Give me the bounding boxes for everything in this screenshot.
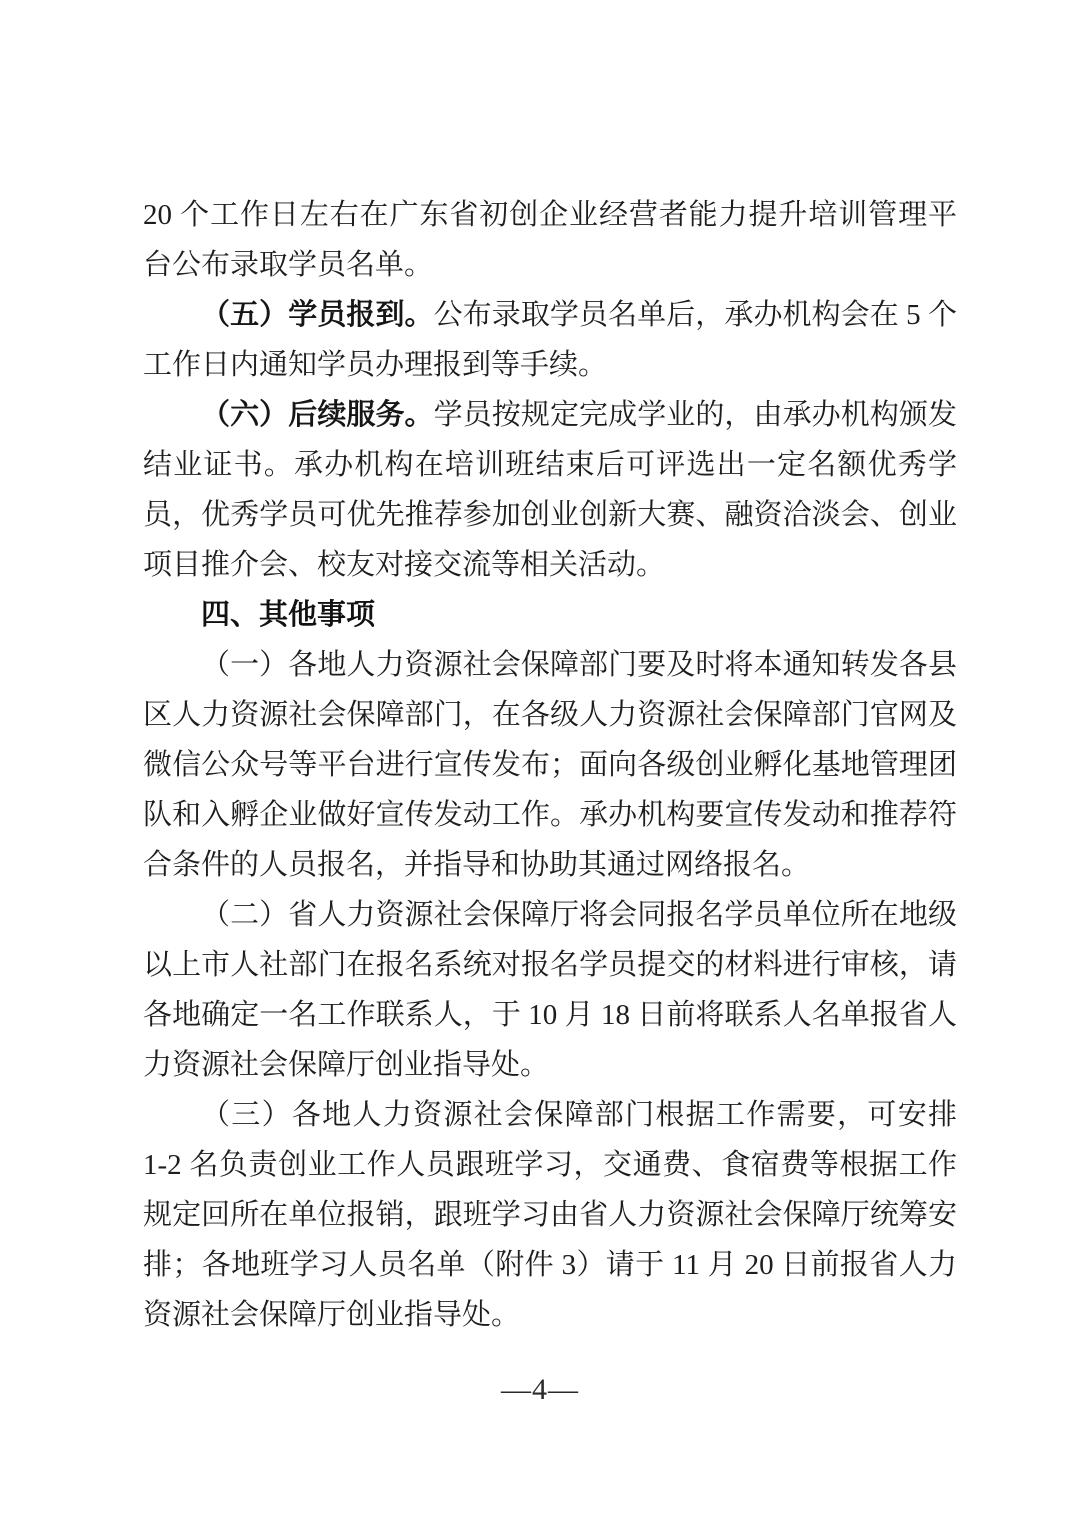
text-run: 20 个工作日左右在广东省初创企业经营者能力提升培训管理平台公布录取学员名单。 (143, 199, 957, 281)
text-run-bold: 四、其他事项 (201, 599, 376, 631)
page-footer (0, 1368, 1080, 1417)
text-run: 公布录取学员名单后，承办机构会在 5 个工作日内通知学员办理报到等手续。 (143, 299, 957, 381)
paragraph (143, 290, 957, 390)
page-number: —4— (501, 1373, 579, 1406)
paragraph (143, 640, 957, 890)
paragraph (143, 1090, 957, 1340)
paragraph (143, 890, 957, 1090)
paragraph (143, 190, 957, 290)
section-heading (143, 590, 957, 640)
text-run: （一）各地人力资源社会保障部门要及时将本通知转发各县区人力资源社会保障部门，在各级人力资源社会保障部门官网及微信公众号等平台进行宣传发布；面向各级创业孵化基地管理团队和入孵企业做好宣传发动工作。承办机构要宣传发动和推荐符合条件的人员报名，并指导和协助其通过网络报名。 (143, 649, 957, 881)
text-run: （二）省人力资源社会保障厅将会同报名学员单位所在地级以上市人社部门在报名系统对报名学员提交的材料进行审核，请各地确定一名工作联系人，于 10 月 18 日前将联系人名单报省人力资源社会保障厅创业指导处。 (143, 899, 957, 1081)
text-run: 学员按规定完成学业的，由承办机构颁发结业证书。承办机构在培训班结束后可评选出一定名额优秀学员，优秀学员可优先推荐参加创业创新大赛、融资洽淡会、创业项目推介会、校友对接交流等相关活动。 (143, 399, 957, 581)
text-run-bold: （五）学员报到。 (201, 299, 434, 331)
text-run-bold: （六）后续服务。 (201, 399, 434, 431)
text-run: （三）各地人力资源社会保障部门根据工作需要，可安排 1-2 名负责创业工作人员跟班学习，交通费、食宿费等根据工作规定回所在单位报销，跟班学习由省人力资源社会保障厅统筹安排；各地班学习人员名单（附件 3）请于 11 月 20 日前报省人力资源社会保障厅创业指导处。 (143, 1099, 957, 1331)
paragraph (143, 390, 957, 590)
document-body (143, 190, 957, 1340)
